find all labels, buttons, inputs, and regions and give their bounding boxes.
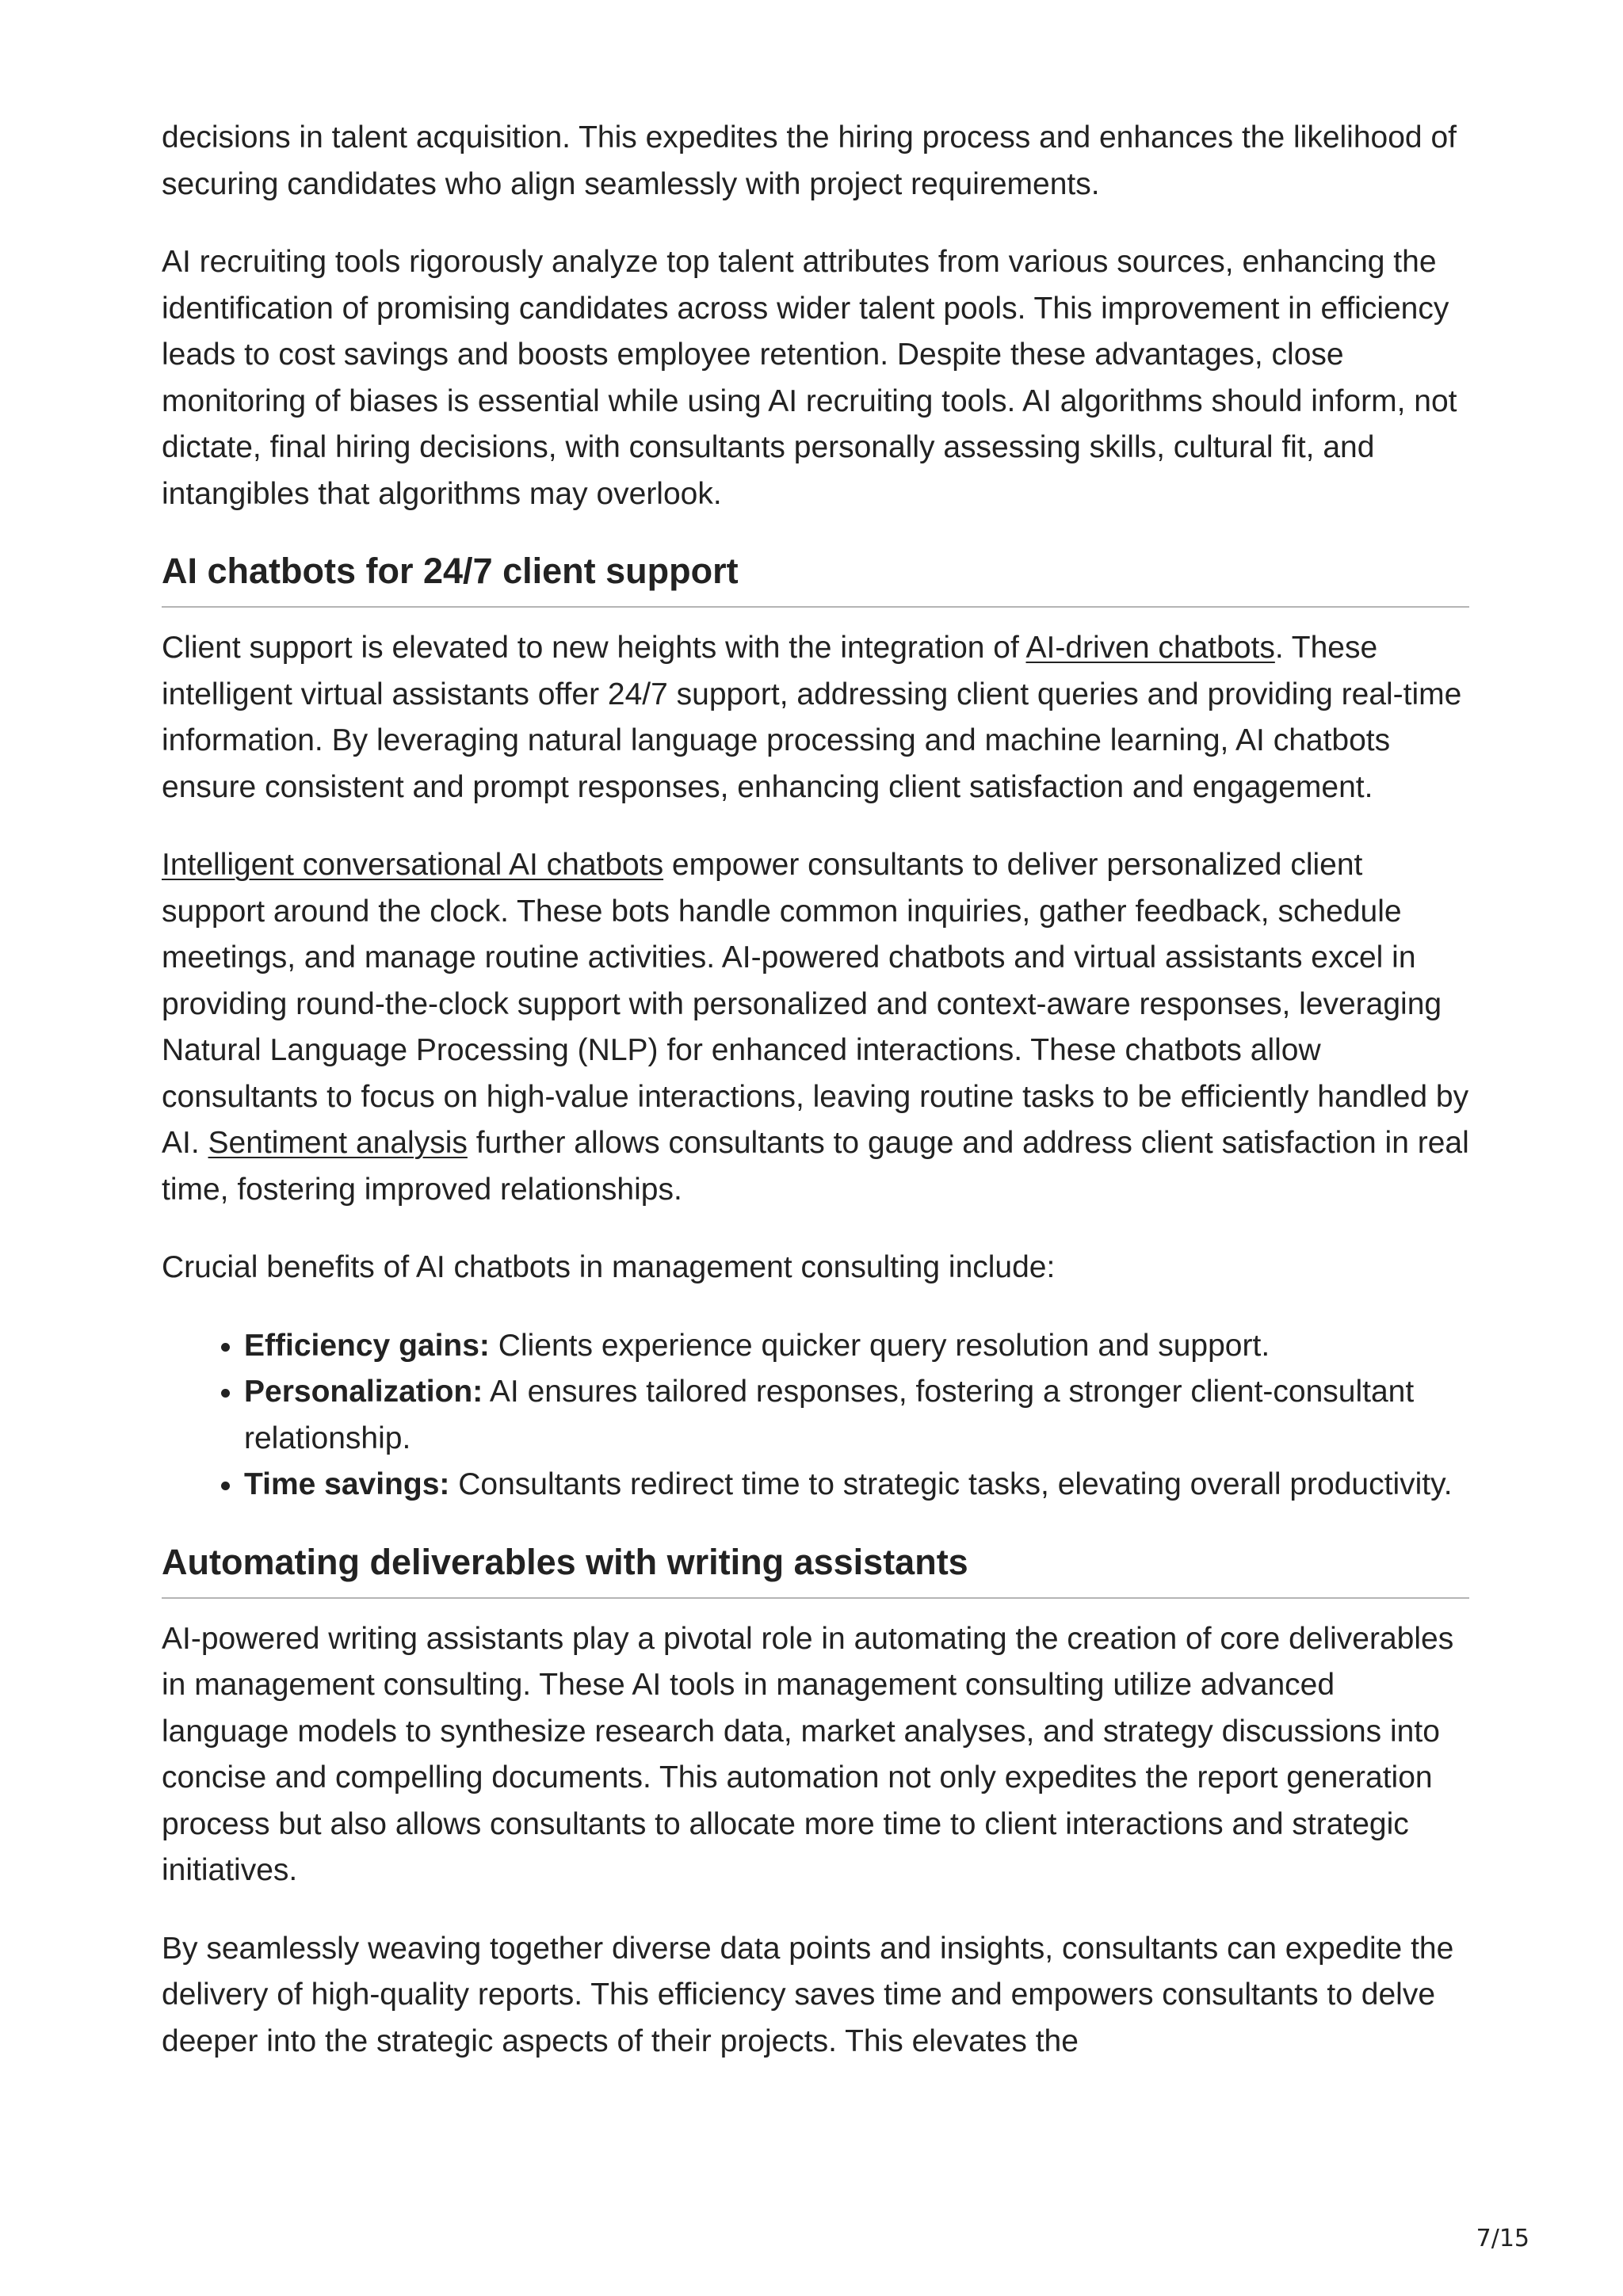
link-sentiment-analysis[interactable]: Sentiment analysis (208, 1126, 468, 1160)
benefit-term: Efficiency gains: (244, 1328, 490, 1363)
heading-ai-chatbots: AI chatbots for 24/7 client support (162, 549, 1469, 608)
paragraph-ai-recruiting-tools: AI recruiting tools rigorously analyze top talent attributes from various sources, enhancing the identification of promising candidates across wider talent pools. This improvement in efficiency leads to cost savings and boosts employee retention. Despite these advantages, close monitoring of biases is essential while using AI recruiting tools. AI algorithms should inform, not dictate, final hiring decisions, with consultants personally assessing skills, cultural fit, and intangibles that algorithms may overlook. (162, 245, 1457, 511)
paragraph-conversational-chatbots (162, 842, 1469, 1213)
paragraph-crucial-benefits: Crucial benefits of AI chatbots in management consulting include: (162, 1250, 1056, 1284)
text-span: Client support is elevated to new heights with the integration of (162, 631, 1026, 665)
link-ai-driven-chatbots[interactable]: AI-driven chatbots (1025, 631, 1275, 665)
list-item-efficiency-gains (244, 1323, 1469, 1370)
benefit-term: Personalization: (244, 1375, 483, 1409)
list-item-personalization (244, 1369, 1469, 1462)
benefit-term: Time savings: (244, 1467, 450, 1501)
benefit-text: Clients experience quicker query resolution and support. (489, 1328, 1270, 1363)
paragraph-writing-assistants: AI-powered writing assistants play a pivotal role in automating the creation of core deliverables in management consulting. These AI tools in management consulting utilize advanced language models to synthesize research data, market analyses, and strategy discussions into concise and compelling documents. This automation not only expedites the report generation process but also allows consultants to allocate more time to client interactions and strategic initiatives. (162, 1621, 1454, 1887)
text-span: . These intelligent virtual assistants offer 24/7 support, addressing client queries and providing real-time information. By leveraging natural language processing and machine learning, AI chatbots ensure consistent and prompt responses, enhancing client satisfaction and engagement. (162, 631, 1462, 804)
text-span: further allows consultants to gauge and address client satisfaction in real time, fostering improved relationships. (162, 1126, 1469, 1207)
benefits-list (162, 1323, 1469, 1508)
paragraph-client-support (162, 625, 1469, 810)
benefit-text: Consultants redirect time to strategic tasks, elevating overall productivity. (449, 1467, 1453, 1501)
list-item-time-savings (244, 1462, 1469, 1508)
link-intelligent-conversational-ai-chatbots[interactable]: Intelligent conversational AI chatbots (162, 848, 664, 882)
paragraph-talent-acquisition: decisions in talent acquisition. This expedites the hiring process and enhances the likelihood of securing candidates who align seamlessly with project requirements. (162, 120, 1457, 201)
page-number: 7/15 (1476, 2225, 1529, 2252)
heading-automating-deliverables: Automating deliverables with writing assistants (162, 1540, 1469, 1599)
benefit-text: AI ensures tailored responses, fostering a stronger client-consultant relationship. (244, 1375, 1415, 1455)
text-span: empower consultants to deliver personalized client support around the clock. These bots handle common inquiries, gather feedback, schedule meetings, and manage routine activities. AI-powered chatbots and virtual assistants excel in providing round-the-clock support with personalized and context-aware responses, leveraging Natural Language Processing (NLP) for enhanced interactions. These chatbots allow consultants to focus on high-value interactions, leaving routine tasks to be efficiently handled by AI. (162, 848, 1469, 1160)
paragraph-high-quality-reports: By seamlessly weaving together diverse data points and insights, consultants can expedite the delivery of high-quality reports. This efficiency saves time and empowers consultants to delve deeper into the strategic aspects of their projects. This elevates the (162, 1931, 1454, 2058)
document-page (162, 115, 1469, 2096)
